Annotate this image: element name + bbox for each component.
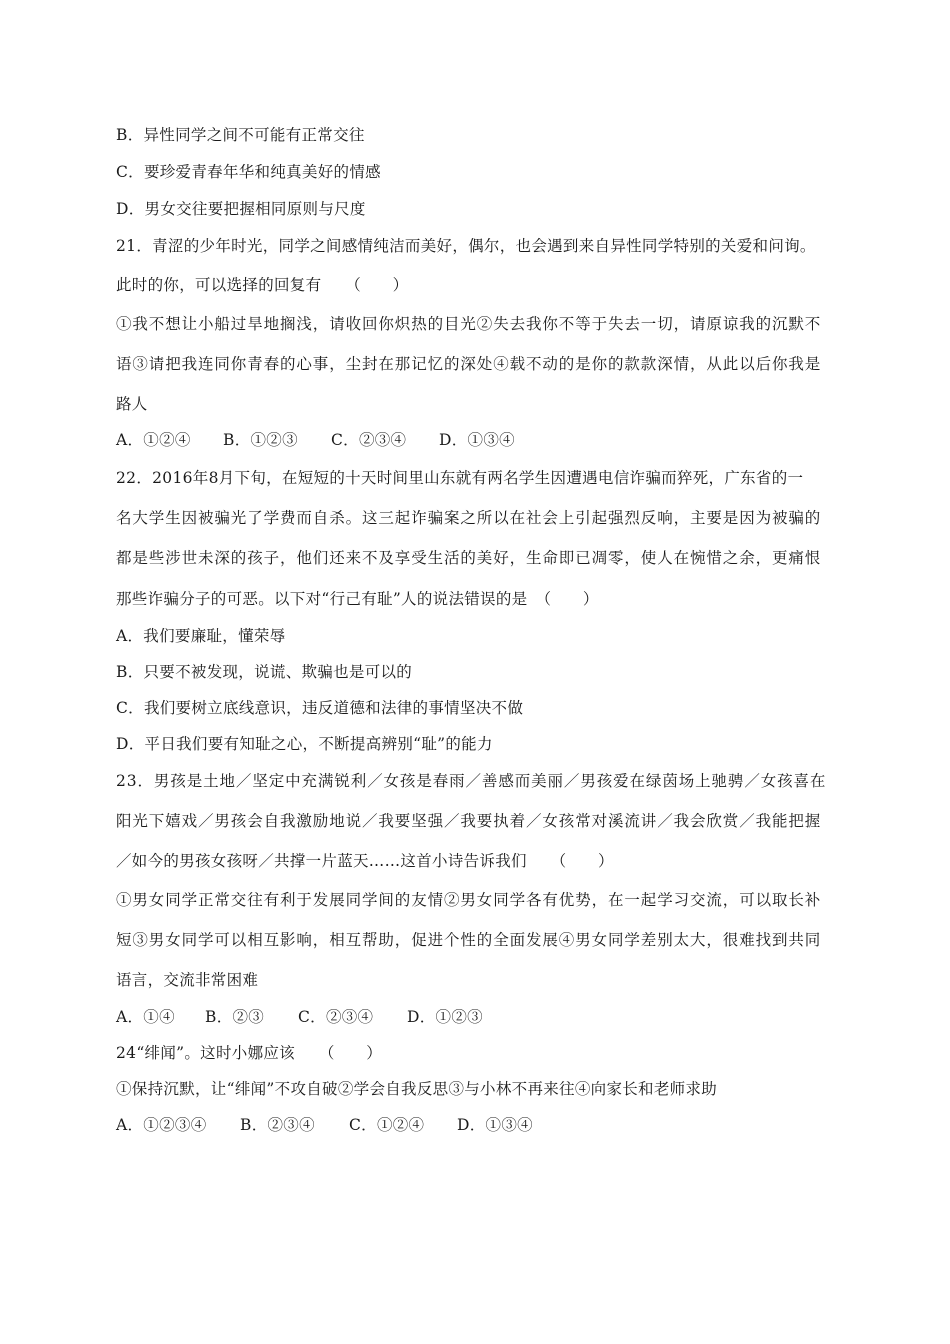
- q24-stem-line-1: 24“绯闻”。这时小娜应该 （ ）: [116, 1044, 383, 1062]
- q21-choice-b: B．①②③: [223, 431, 298, 449]
- q24-choice-d: D．①③④: [457, 1116, 533, 1134]
- q23-items-line-1: ①男女同学正常交往有利于发展同学间的友情②男女同学各有优势，在一起学习交流，可以取长补: [116, 891, 822, 909]
- q22-option-b: B．只要不被发现，说谎、欺骗也是可以的: [116, 663, 413, 681]
- q24-choice-a: A．①②③④: [116, 1116, 207, 1134]
- q21-choice-c: C．②③④: [331, 431, 407, 449]
- q23-choices: [116, 1007, 483, 1027]
- q24-choice-c: C．①②④: [349, 1116, 425, 1134]
- q23-items-line-2: 短③男女同学可以相互影响，相互帮助，促进个性的全面发展④男女同学差别太大，很难找到共同: [116, 931, 822, 949]
- q24-items-line-1: ①保持沉默，让“绯闻”不攻自破②学会自我反思③与小林不再来往④向家长和老师求助: [116, 1080, 718, 1098]
- q23-stem-line-3: ／如今的男孩女孩呀／共撑一片蓝天……这首小诗告诉我们 （ ）: [116, 852, 614, 870]
- q22-option-a: A．我们要廉耻，懂荣辱: [116, 627, 286, 645]
- q20-option-b: B．异性同学之间不可能有正常交往: [116, 126, 365, 144]
- q23-items-line-3: 语言，交流非常困难: [116, 971, 259, 989]
- q22-stem-line-4: 那些诈骗分子的可恶。以下对“行己有耻”人的说法错误的是 （ ）: [116, 590, 599, 608]
- q23-choice-a: A．①④: [116, 1008, 175, 1026]
- q21-items-line-2: 语③请把我连同你青春的心事，尘封在那记忆的深处④载不动的是你的款款深情，从此以后你我是: [116, 355, 822, 373]
- q22-stem-line-1: 22．2016年8月下旬，在短短的十天时间里山东就有两名学生因遭遇电信诈骗而猝死，广东省的一: [116, 469, 804, 487]
- q21-items-line-1: ①我不想让小船过旱地搁浅，请收回你炽热的目光②失去我你不等于失去一切，请原谅我的沉默不: [116, 315, 822, 333]
- q21-choice-d: D．①③④: [439, 431, 515, 449]
- q24-choice-b: B．②③④: [240, 1116, 315, 1134]
- q23-choice-d: D．①②③: [407, 1008, 483, 1026]
- q21-choices: [116, 430, 515, 450]
- q21-stem-line-2: 此时的你，可以选择的回复有 （ ）: [116, 276, 409, 294]
- q24-choices: [116, 1115, 533, 1135]
- q20-option-c: C．要珍爱青春年华和纯真美好的情感: [116, 163, 381, 181]
- q21-choice-a: A．①②④: [116, 431, 191, 449]
- q23-stem-line-2: 阳光下嬉戏／男孩会自我激励地说／我要坚强／我要执着／女孩常对溪流讲／我会欣赏／我能把握: [116, 812, 822, 830]
- q20-option-d: D．男女交往要把握相同原则与尺度: [116, 200, 366, 218]
- q22-stem-line-2: 名大学生因被骗光了学费而自杀。这三起诈骗案之所以在社会上引起强烈反响，主要是因为被骗的: [116, 509, 822, 527]
- q22-stem-line-3: 都是些涉世未深的孩子，他们还来不及享受生活的美好，生命即已凋零，使人在惋惜之余，更痛恨: [116, 549, 822, 567]
- q23-choice-c: C．②③④: [298, 1008, 374, 1026]
- q22-option-c: C．我们要树立底线意识，违反道德和法律的事情坚决不做: [116, 699, 524, 717]
- q21-stem-line-1: 21．青涩的少年时光，同学之间感情纯洁而美好，偶尔，也会遇到来自异性同学特别的关爱和问询。: [116, 237, 816, 255]
- q21-items-line-3: 路人: [116, 395, 148, 413]
- q23-choice-b: B．②③: [205, 1008, 265, 1026]
- q23-stem-line-1: 23．男孩是土地／坚定中充满锐利／女孩是春雨／善感而美丽／男孩爱在绿茵场上驰骋／女孩喜在: [116, 772, 827, 790]
- q22-option-d: D．平日我们要有知耻之心，不断提高辨别“耻”的能力: [116, 735, 493, 753]
